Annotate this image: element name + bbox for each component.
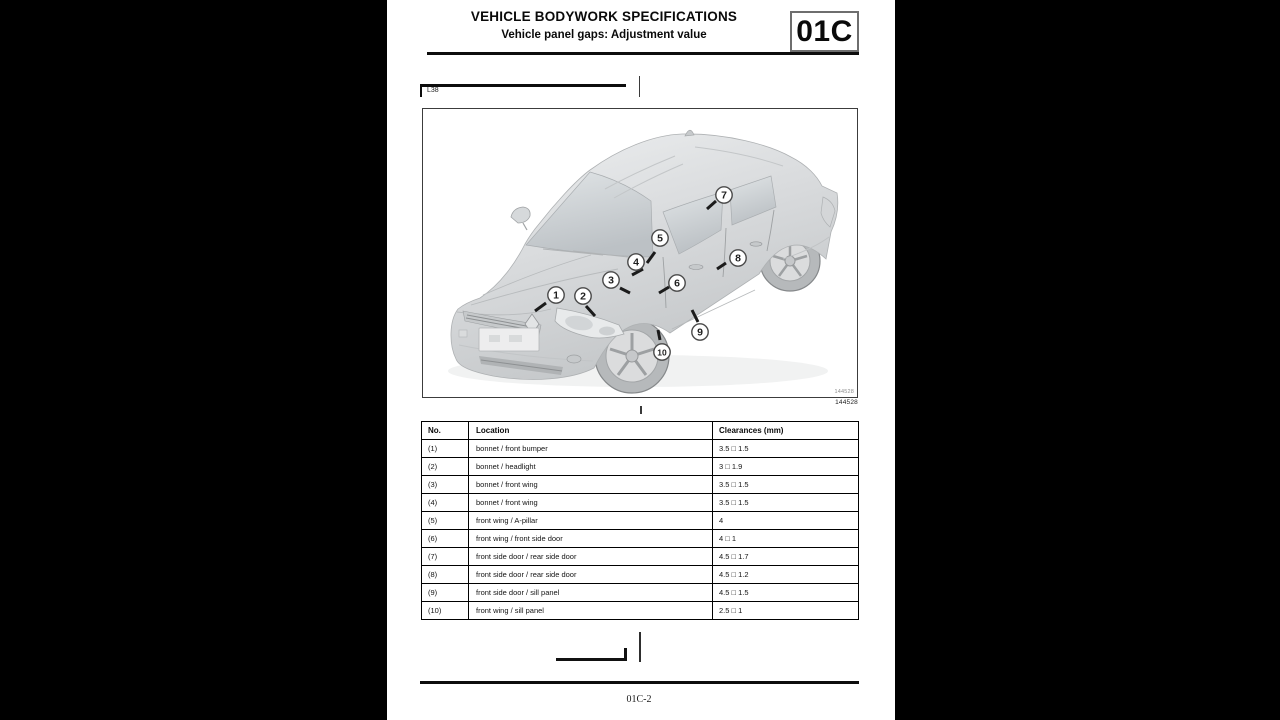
antenna-fin — [685, 130, 694, 136]
cell-location: front side door / rear side door — [469, 566, 713, 584]
cell-location: bonnet / front wing — [469, 476, 713, 494]
column-divider-mark-top — [639, 76, 640, 97]
cell-no: (5) — [422, 512, 469, 530]
header-rule — [427, 52, 859, 55]
callout-number: 3 — [608, 274, 614, 287]
callout-number: 9 — [697, 326, 703, 339]
page-header — [420, 9, 788, 41]
table-row — [422, 512, 859, 530]
column-divider-mark-middle — [640, 406, 642, 414]
cell-location: front side door / rear side door — [469, 548, 713, 566]
cell-no: (4) — [422, 494, 469, 512]
cell-location: front wing / front side door — [469, 530, 713, 548]
section-code: 01C — [796, 14, 853, 48]
cell-no: (10) — [422, 602, 469, 620]
model-code-bar — [420, 84, 626, 87]
cell-location: front side door / sill panel — [469, 584, 713, 602]
cell-location: front wing / A-pillar — [469, 512, 713, 530]
cell-no: (8) — [422, 566, 469, 584]
table-row — [422, 584, 859, 602]
column-header-no: No. — [422, 422, 469, 440]
callout-number: 6 — [674, 277, 680, 290]
document-subtitle: Vehicle panel gaps: Adjustment value — [501, 29, 707, 41]
cell-location: bonnet / front wing — [469, 494, 713, 512]
column-header-clearances: Clearances (mm) — [713, 422, 859, 440]
callout-number: 10 — [657, 347, 667, 358]
model-code-label: L38 — [427, 87, 439, 94]
corner-mark-horizontal — [556, 658, 627, 661]
front-door-handle — [689, 265, 703, 270]
cell-clearance: 4 — [713, 512, 859, 530]
cell-clearance: 4.5 □ 1.7 — [713, 548, 859, 566]
cell-clearance: 2.5 □ 1 — [713, 602, 859, 620]
cell-location: bonnet / front bumper — [469, 440, 713, 458]
table-row — [422, 458, 859, 476]
document-page — [387, 0, 895, 720]
corner-mark-vertical — [624, 648, 627, 661]
callout-number: 8 — [735, 252, 741, 265]
cell-no: (7) — [422, 548, 469, 566]
cell-clearance: 3.5 □ 1.5 — [713, 494, 859, 512]
cell-clearance: 3 □ 1.9 — [713, 458, 859, 476]
callout-number: 7 — [721, 189, 727, 202]
table-row — [422, 494, 859, 512]
cell-clearance: 4 □ 1 — [713, 530, 859, 548]
footer-rule — [420, 681, 859, 684]
callout-number: 2 — [580, 290, 586, 303]
column-header-location: Location — [469, 422, 713, 440]
callout-number: 4 — [633, 256, 639, 269]
car-illustration — [423, 109, 857, 397]
clearances-table-wrap — [421, 421, 859, 620]
cell-clearance: 4.5 □ 1.2 — [713, 566, 859, 584]
cell-no: (6) — [422, 530, 469, 548]
model-code-tick — [420, 84, 422, 97]
figure-ref-caption: 144528 — [835, 399, 858, 406]
cell-clearance: 3.5 □ 1.5 — [713, 476, 859, 494]
table-row — [422, 440, 859, 458]
table-row — [422, 602, 859, 620]
callout-number: 5 — [657, 232, 663, 245]
table-row — [422, 476, 859, 494]
page-number: 01C-2 — [626, 694, 652, 705]
document-title: VEHICLE BODYWORK SPECIFICATIONS — [470, 9, 738, 24]
mirror-arm — [523, 223, 527, 230]
table-row — [422, 548, 859, 566]
cell-clearance: 4.5 □ 1.5 — [713, 584, 859, 602]
door-mirror — [511, 207, 530, 223]
cell-no: (9) — [422, 584, 469, 602]
cell-no: (3) — [422, 476, 469, 494]
cell-no: (1) — [422, 440, 469, 458]
cell-location: front wing / sill panel — [469, 602, 713, 620]
table-row — [422, 566, 859, 584]
cell-no: (2) — [422, 458, 469, 476]
callout-leader-line — [658, 330, 660, 340]
table-row — [422, 530, 859, 548]
vehicle-figure — [422, 108, 858, 398]
cell-location: bonnet / headlight — [469, 458, 713, 476]
table-header-row — [422, 422, 859, 440]
rear-door-handle — [750, 242, 762, 246]
section-code-box — [790, 11, 859, 52]
cell-clearance: 3.5 □ 1.5 — [713, 440, 859, 458]
callout-marker-9 — [692, 310, 708, 340]
column-divider-mark-bottom — [639, 632, 641, 662]
figure-ref-inner: 144528 — [834, 389, 854, 395]
callout-number: 1 — [553, 289, 559, 302]
clearances-table — [421, 421, 859, 620]
